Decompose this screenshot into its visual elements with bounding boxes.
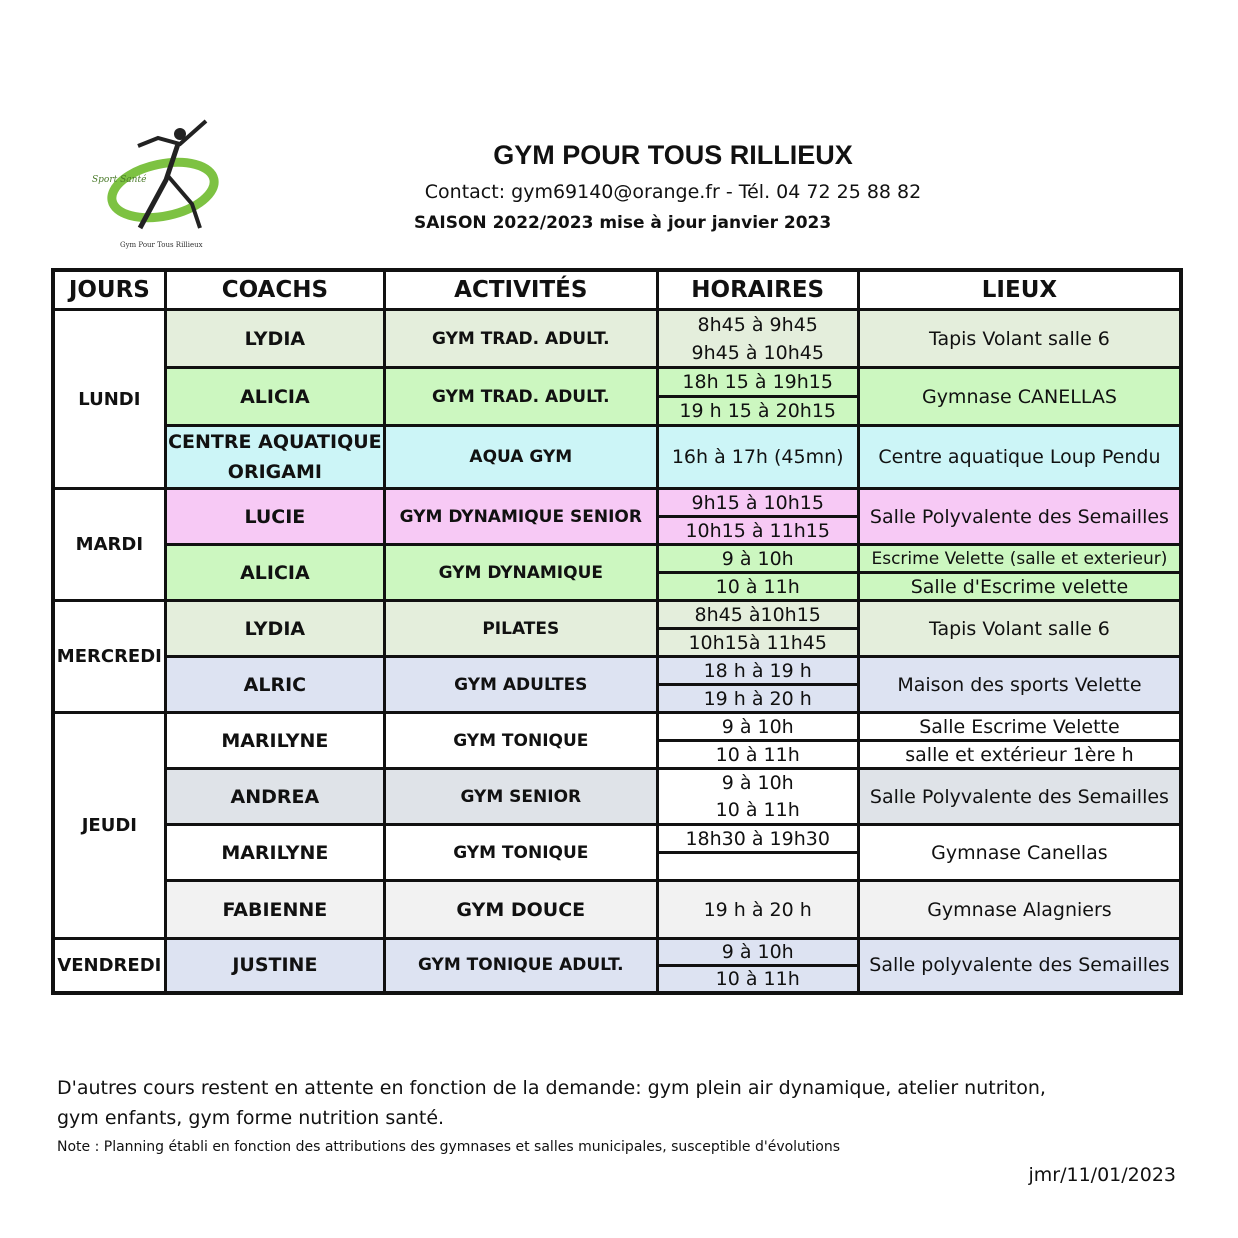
coach-cell: ANDREA <box>165 769 384 825</box>
hour-cell: 19 h à 20 h <box>657 881 858 939</box>
activity-cell: GYM TRAD. ADULT. <box>385 310 657 368</box>
hour-cell: 9h45 à 10h45 <box>657 339 858 368</box>
activity-cell: GYM DYNAMIQUE SENIOR <box>385 489 657 545</box>
table-row <box>53 657 1181 685</box>
activity-cell: GYM TONIQUE <box>385 713 657 769</box>
table-row <box>53 713 1181 741</box>
table-row <box>53 769 1181 797</box>
table-row <box>53 426 1181 458</box>
coach-cell: LYDIA <box>165 601 384 657</box>
coach-cell <box>165 426 384 489</box>
place-cell: Escrime Velette (salle et exterieur) <box>858 545 1181 573</box>
place-cell: Maison des sports Velette <box>858 657 1181 713</box>
day-vendredi: VENDREDI <box>53 939 165 993</box>
hour-cell: 10 à 11h <box>657 966 858 993</box>
hour-cell: 10h15à 11h45 <box>657 629 858 657</box>
place-cell: Salle Polyvalente des Semailles <box>858 769 1181 825</box>
column-header-activites: ACTIVITÉS <box>385 270 657 310</box>
day-jeudi: JEUDI <box>53 713 165 939</box>
hour-cell: 18h 15 à 19h15 <box>657 368 858 397</box>
place-cell: Salle polyvalente des Semailles <box>858 939 1181 993</box>
place-cell: Gymnase Canellas <box>858 825 1181 881</box>
table-row <box>53 939 1181 966</box>
place-cell: Gymnase Alagniers <box>858 881 1181 939</box>
activity-cell: AQUA GYM <box>385 426 657 489</box>
table-row <box>53 489 1181 517</box>
coach-cell: ALICIA <box>165 545 384 601</box>
place-cell: Centre aquatique Loup Pendu <box>858 426 1181 489</box>
footer-line: D'autres cours restent en attente en fonction de la demande: gym plein air dynamique, atelier nutriton, <box>57 1077 1046 1099</box>
footer-text <box>57 1073 1046 1133</box>
page-title: GYM POUR TOUS RILLIEUX <box>493 140 853 170</box>
table-row <box>53 601 1181 629</box>
coach-line: CENTRE AQUATIQUE <box>168 431 382 453</box>
hour-cell: 19 h à 20 h <box>657 685 858 713</box>
place-cell: Tapis Volant salle 6 <box>858 310 1181 368</box>
place-cell: Salle Escrime Velette <box>858 713 1181 741</box>
coach-cell: LYDIA <box>165 310 384 368</box>
signature-date: jmr/11/01/2023 <box>1028 1164 1176 1186</box>
activity-cell: GYM TONIQUE ADULT. <box>385 939 657 993</box>
season-line: SAISON 2022/2023 mise à jour janvier 2023 <box>414 213 832 233</box>
column-header-lieux: LIEUX <box>858 270 1181 310</box>
coach-cell: FABIENNE <box>165 881 384 939</box>
hour-cell: 9h15 à 10h15 <box>657 489 858 517</box>
coach-cell: ALRIC <box>165 657 384 713</box>
table-header-row <box>53 270 1181 310</box>
footer-line: gym enfants, gym forme nutrition santé. <box>57 1107 445 1129</box>
activity-cell: GYM DYNAMIQUE <box>385 545 657 601</box>
table-row <box>53 825 1181 853</box>
activity-cell: GYM DOUCE <box>385 881 657 939</box>
hour-cell: 9 à 10h <box>657 769 858 797</box>
hour-cell <box>657 853 858 881</box>
place-cell: Salle d'Escrime velette <box>858 573 1181 601</box>
hour-cell: 10 à 11h <box>657 797 858 825</box>
table-row <box>53 545 1181 573</box>
hour-cell: 9 à 10h <box>657 713 858 741</box>
hour-cell: 18h30 à 19h30 <box>657 825 858 853</box>
activity-cell: GYM SENIOR <box>385 769 657 825</box>
place-cell: salle et extérieur 1ère h <box>858 741 1181 769</box>
coach-cell: MARILYNE <box>165 825 384 881</box>
hour-cell: 9 à 10h <box>657 545 858 573</box>
schedule-table <box>51 268 1183 995</box>
hour-cell: 10h15 à 11h15 <box>657 517 858 545</box>
place-cell: Gymnase CANELLAS <box>858 368 1181 426</box>
hour-cell: 8h45 à 9h45 <box>657 310 858 339</box>
activity-cell: GYM ADULTES <box>385 657 657 713</box>
activity-cell: GYM TONIQUE <box>385 825 657 881</box>
svg-text:Gym Pour Tous Rillieux: Gym Pour Tous Rillieux <box>120 241 203 249</box>
activity-cell: GYM TRAD. ADULT. <box>385 368 657 426</box>
table-row <box>53 881 1181 910</box>
hour-cell: 10 à 11h <box>657 741 858 769</box>
column-header-horaires: HORAIRES <box>657 270 858 310</box>
footer-note: Note : Planning établi en fonction des attributions des gymnases et salles municipales, susceptible d'évolutions <box>57 1139 841 1155</box>
column-header-coachs: COACHS <box>165 270 384 310</box>
hour-cell: 10 à 11h <box>657 573 858 601</box>
coach-cell: ALICIA <box>165 368 384 426</box>
activity-cell: PILATES <box>385 601 657 657</box>
coach-cell: LUCIE <box>165 489 384 545</box>
place-cell: Salle Polyvalente des Semailles <box>858 489 1181 545</box>
coach-cell: JUSTINE <box>165 939 384 993</box>
hour-cell: 9 à 10h <box>657 939 858 966</box>
day-lundi: LUNDI <box>53 310 165 489</box>
hour-cell: 19 h 15 à 20h15 <box>657 397 858 426</box>
table-row <box>53 368 1181 397</box>
coach-cell: MARILYNE <box>165 713 384 769</box>
hour-cell: 18 h à 19 h <box>657 657 858 685</box>
contact-line: Contact: gym69140@orange.fr - Tél. 04 72 25 88 82 <box>424 181 922 203</box>
place-cell: Tapis Volant salle 6 <box>858 601 1181 657</box>
svg-text:Sport Santé: Sport Santé <box>92 175 147 185</box>
column-header-jours: JOURS <box>53 270 165 310</box>
table-row <box>53 310 1181 339</box>
day-mardi: MARDI <box>53 489 165 601</box>
hour-cell: 8h45 à10h15 <box>657 601 858 629</box>
hour-cell: 16h à 17h (45mn) <box>657 426 858 489</box>
coach-line: ORIGAMI <box>227 461 322 483</box>
day-mercredi: MERCREDI <box>53 601 165 713</box>
